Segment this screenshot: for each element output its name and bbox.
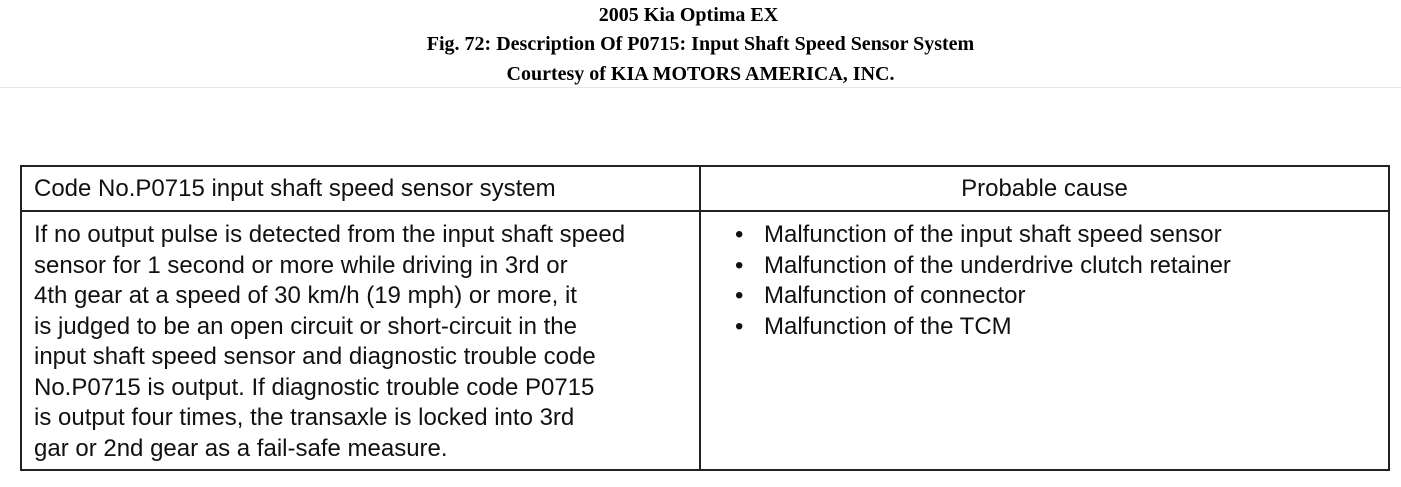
code-column-header: Code No.P0715 input shaft speed sensor system (34, 175, 556, 202)
bullet-icon: • (735, 221, 744, 248)
description-line: is output four times, the transaxle is locked into 3rd (34, 404, 575, 431)
cause-text: Malfunction of the TCM (764, 312, 1012, 340)
document-header (0, 0, 1401, 88)
description-line: sensor for 1 second or more while driving in 3rd or (34, 251, 568, 279)
column-divider (699, 167, 701, 469)
courtesy-line: Courtesy of KIA MOTORS AMERICA, INC. (506, 63, 895, 85)
bullet-icon: • (735, 251, 744, 279)
vehicle-title: 2005 Kia Optima EX (598, 4, 779, 26)
code-description (34, 220, 694, 464)
probable-cause-header: Probable cause (961, 175, 1128, 202)
header-divider (22, 210, 1388, 212)
description-line: gar or 2nd gear as a fail-safe measure. (34, 434, 448, 462)
bullet-icon: • (735, 282, 744, 309)
description-line: is judged to be an open circuit or short-circuit in the (34, 312, 577, 340)
cause-item (735, 312, 1231, 343)
figure-caption: Fig. 72: Description Of P0715: Input Shaft Speed Sensor System (426, 33, 975, 55)
description-line: 4th gear at a speed of 30 km/h (19 mph) or more, it (34, 282, 577, 309)
description-line: No.P0715 is output. If diagnostic trouble code P0715 (34, 373, 595, 401)
cause-text: Malfunction of connector (764, 282, 1026, 309)
probable-cause-list (735, 220, 1231, 342)
description-line: If no output pulse is detected from the input shaft speed (34, 221, 626, 248)
cause-text: Malfunction of the input shaft speed sensor (764, 221, 1222, 248)
cause-item (735, 220, 1231, 251)
cause-item (735, 281, 1231, 312)
cause-item (735, 251, 1231, 282)
diagnostic-table (20, 165, 1390, 471)
cause-text: Malfunction of the underdrive clutch retainer (764, 251, 1231, 279)
description-line: input shaft speed sensor and diagnostic trouble code (34, 343, 596, 370)
bullet-icon: • (735, 312, 744, 340)
